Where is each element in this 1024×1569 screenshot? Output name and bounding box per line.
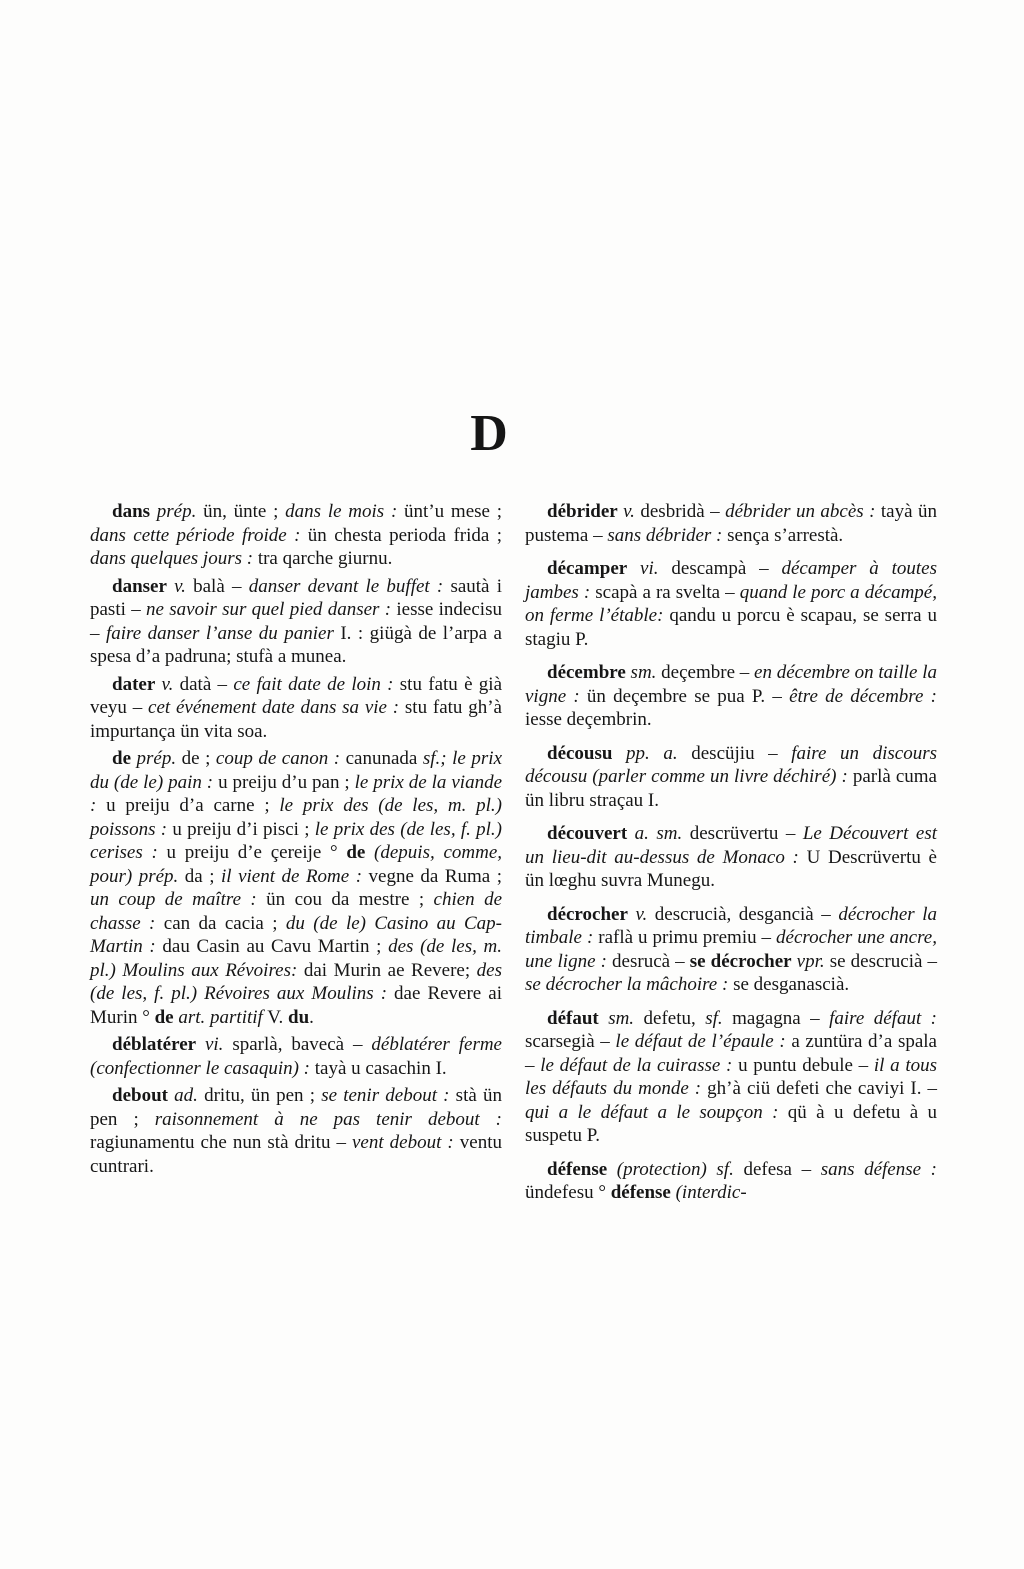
text-segment: dans quelques jours : bbox=[90, 548, 254, 569]
text-segment: décamper à toutes jambes : bbox=[525, 558, 938, 603]
headword: danser bbox=[112, 575, 167, 597]
text-segment: art. partitif bbox=[173, 1006, 263, 1028]
text-segment: qandu u porcu è scapau, se serra u stagiu P. bbox=[525, 605, 937, 650]
text-segment: v. bbox=[155, 673, 174, 695]
text-segment: dritu, ün pen ; bbox=[197, 1085, 322, 1106]
text-segment: descrüvertu – bbox=[682, 823, 803, 844]
text-segment: dae Revere ai Murin ° bbox=[90, 983, 502, 1028]
entry-debout bbox=[90, 1084, 502, 1178]
text-segment: un coup de maître : bbox=[90, 889, 257, 910]
entry-de bbox=[90, 747, 502, 1029]
text-segment: I. : giügà de l’arpa a spesa d’a padruna; stufà a munea. bbox=[90, 622, 502, 667]
headword: débrider bbox=[547, 501, 618, 522]
text-segment: de ; bbox=[176, 748, 216, 769]
text-segment: a. sm. bbox=[627, 823, 683, 844]
text-segment: can da cacia ; bbox=[155, 912, 286, 934]
text-segment: magagna – bbox=[722, 1007, 830, 1029]
text-segment: du (de le) Casino au Cap-Martin : bbox=[90, 912, 502, 957]
text-segment: se décrocher bbox=[689, 950, 792, 972]
text-segment: décrocher une ancre, une ligne : bbox=[525, 927, 937, 972]
text-segment: ventu cuntrari. bbox=[90, 1132, 502, 1177]
text-segment: ragiunamentu che nun stà dritu – bbox=[90, 1132, 352, 1153]
text-segment: U Descrüvertu è ün lœghu suvra Munegu. bbox=[525, 846, 937, 891]
text-columns bbox=[90, 500, 937, 1215]
headword: dater bbox=[112, 673, 156, 695]
text-segment: v. bbox=[617, 501, 635, 522]
text-segment: descrucià, desgancià – bbox=[647, 903, 839, 925]
text-segment: faire danser l’anse du panier bbox=[105, 622, 334, 644]
text-segment: u preiju d’e çereije ° bbox=[157, 842, 347, 863]
text-segment: le prix des (de les, f. pl.) cerises : bbox=[90, 818, 502, 863]
entry-defaut bbox=[525, 1007, 937, 1148]
text-segment: canunada bbox=[340, 748, 423, 769]
right-column bbox=[525, 500, 937, 1215]
text-segment: le prix des (de les, m. pl.) poissons : bbox=[90, 795, 502, 840]
text-segment: il a tous les défauts du monde : bbox=[525, 1054, 937, 1099]
section-letter-heading: D bbox=[470, 405, 509, 462]
text-segment: des (de les, m. pl.) Moulins aux Révoires: bbox=[90, 936, 502, 981]
headword: debout bbox=[112, 1085, 168, 1106]
headword: défaut bbox=[547, 1007, 599, 1029]
text-segment: décrocher la timbale : bbox=[525, 903, 937, 948]
text-segment: sparlà, bavecà – bbox=[223, 1034, 372, 1055]
text-segment: déblatérer ferme (confectionner le casaquin) : bbox=[90, 1034, 502, 1079]
text-segment: defetu, bbox=[634, 1007, 706, 1029]
text-segment: a zuntüra d’a spala – bbox=[525, 1031, 937, 1076]
text-segment: prép. bbox=[131, 748, 177, 769]
text-segment: stu fatu è già veyu – bbox=[90, 673, 502, 718]
text-segment: défense bbox=[610, 1182, 671, 1203]
text-segment: se descrucià – bbox=[824, 950, 937, 972]
text-segment: (depuis, comme, pour) prép. bbox=[90, 842, 502, 887]
entry-decousu bbox=[525, 742, 937, 813]
text-segment: des (de les, f. pl.) Révoires aux Moulins : bbox=[90, 959, 502, 1004]
text-segment: sm. bbox=[625, 662, 657, 683]
text-segment: le défaut de la cuirasse : bbox=[540, 1054, 733, 1076]
text-segment: ündefesu ° bbox=[525, 1182, 611, 1203]
text-segment: descampà – bbox=[658, 558, 782, 579]
text-segment: raisonnement à ne pas tenir debout : bbox=[154, 1108, 503, 1130]
text-segment: sm. bbox=[598, 1007, 635, 1029]
text-segment: ün cou da mestre ; bbox=[256, 889, 434, 910]
text-segment: deçembre – bbox=[656, 662, 755, 683]
text-segment: sans défense : bbox=[820, 1158, 937, 1180]
text-segment: vent debout : bbox=[352, 1132, 454, 1153]
entry-decembre bbox=[525, 661, 937, 732]
text-segment: stà ün pen ; bbox=[90, 1085, 502, 1130]
text-segment: u preiju d’u pan ; bbox=[213, 771, 355, 793]
text-segment: scarsegià – bbox=[525, 1031, 616, 1052]
text-segment: danser devant le buffet : bbox=[248, 575, 444, 597]
text-segment: sença s’arrestà. bbox=[722, 524, 844, 546]
text-segment: iesse deçembrin. bbox=[525, 709, 652, 730]
text-segment: da ; bbox=[178, 865, 222, 887]
text-segment: ün chesta perioda frida ; bbox=[300, 524, 503, 546]
headword: décamper bbox=[547, 558, 628, 579]
headword: décousu bbox=[547, 742, 613, 764]
left-column bbox=[90, 500, 502, 1182]
headword: déblatérer bbox=[112, 1034, 197, 1055]
text-segment: chien de chasse : bbox=[90, 889, 503, 934]
text-segment: le prix de la viande : bbox=[90, 771, 502, 816]
text-segment: ün, ünte ; bbox=[196, 501, 286, 522]
text-segment: se desganascià. bbox=[728, 974, 850, 995]
text-segment: descüjiu – bbox=[677, 742, 792, 764]
text-segment: le prix du (de le) pain : bbox=[90, 748, 502, 793]
headword: de bbox=[112, 748, 131, 769]
text-segment: V. bbox=[262, 1006, 289, 1028]
text-segment: quand le porc a décampé, on ferme l’étable: bbox=[525, 581, 937, 626]
text-segment: v. bbox=[166, 575, 186, 597]
headword: découvert bbox=[547, 823, 628, 844]
text-segment: stu fatu gh’à impurtança ün vita soa. bbox=[90, 697, 502, 742]
text-segment: sf. bbox=[705, 1007, 723, 1029]
text-segment: dans cette période froide : bbox=[90, 524, 301, 546]
text-segment: iesse indecisu – bbox=[90, 599, 502, 644]
text-segment: ce fait date de loin : bbox=[233, 673, 394, 695]
text-segment: ün deçembre se pua P. – bbox=[579, 685, 790, 707]
text-segment: vi. bbox=[196, 1034, 224, 1055]
text-segment: dans le mois : bbox=[285, 501, 398, 522]
entry-defense bbox=[525, 1158, 937, 1205]
text-segment: se décrocher la mâchoire : bbox=[525, 974, 729, 995]
text-segment: vi. bbox=[627, 558, 659, 579]
text-segment: u preiju d’a carne ; bbox=[96, 795, 280, 816]
text-segment: parlà cuma ün libru straçau I. bbox=[525, 766, 937, 811]
headword: décembre bbox=[547, 662, 626, 683]
headword: décrocher bbox=[547, 903, 628, 925]
text-segment: . bbox=[309, 1006, 314, 1028]
text-segment: vpr. bbox=[791, 950, 825, 972]
text-segment: ne savoir sur quel pied danser : bbox=[146, 599, 392, 620]
text-segment: il vient de Rome : bbox=[221, 865, 363, 887]
text-segment: v. bbox=[627, 903, 648, 925]
entry-decouvert bbox=[525, 822, 937, 893]
entry-danser bbox=[90, 575, 502, 669]
entry-dans bbox=[90, 500, 502, 571]
text-segment: qü à u defetu à u suspetu P. bbox=[525, 1101, 937, 1146]
text-segment: faire un discours décousu (parler comme un livre déchiré) : bbox=[525, 742, 938, 787]
text-segment: prép. bbox=[150, 501, 197, 522]
text-segment: desrucà – bbox=[606, 950, 690, 972]
text-segment: qui a le défaut a le soupçon : bbox=[525, 1101, 779, 1123]
text-segment: sans débrider : bbox=[607, 524, 723, 546]
entry-dater bbox=[90, 673, 502, 744]
text-segment: sf.; bbox=[422, 748, 447, 769]
text-segment: pp. a. bbox=[612, 742, 678, 764]
text-segment: scapà a ra svelta – bbox=[590, 581, 740, 603]
text-segment: (interdic- bbox=[670, 1182, 747, 1203]
text-segment: tayà ün pustema – bbox=[525, 501, 937, 546]
text-segment: datà – bbox=[173, 673, 234, 695]
text-segment: u puntu debule – bbox=[732, 1054, 874, 1076]
text-segment: être de décembre : bbox=[789, 685, 937, 707]
text-segment: dau Casin au Cavu Martin ; bbox=[155, 936, 389, 957]
text-segment: defesa – bbox=[733, 1158, 821, 1180]
text-segment: le défaut de l’épaule : bbox=[615, 1031, 786, 1052]
text-segment: tayà u casachin I. bbox=[310, 1057, 447, 1079]
text-segment: du bbox=[288, 1006, 310, 1028]
text-segment: dai Murin ae Revere; bbox=[297, 959, 477, 981]
text-segment: faire défaut : bbox=[829, 1007, 938, 1029]
headword: dans bbox=[112, 501, 151, 522]
text-segment: sautà i pasti – bbox=[90, 575, 502, 620]
text-segment: desbridà – bbox=[634, 501, 726, 522]
entry-debrider bbox=[525, 500, 937, 547]
text-segment: balà – bbox=[185, 575, 249, 597]
text-segment: ünt’u mese ; bbox=[397, 501, 503, 522]
text-segment: tra qarche giurnu. bbox=[253, 548, 393, 569]
text-segment: cet événement date dans sa vie : bbox=[148, 697, 400, 718]
text-segment: ad. bbox=[167, 1085, 198, 1106]
headword: défense bbox=[547, 1158, 608, 1180]
text-segment: raflà u primu premiu – bbox=[593, 927, 777, 948]
text-segment: coup de canon : bbox=[215, 748, 341, 769]
text-segment: Le Découvert est un lieu-dit au-dessus de Monaco : bbox=[525, 823, 937, 868]
text-segment: en décembre on taille la vigne : bbox=[525, 662, 937, 707]
text-segment: gh’à ciü defeti che caviyi I. – bbox=[701, 1078, 937, 1099]
entry-decamper bbox=[525, 557, 937, 651]
text-segment: de bbox=[346, 842, 366, 863]
text-segment: se tenir debout : bbox=[321, 1085, 450, 1106]
entry-deblaterer bbox=[90, 1033, 502, 1080]
text-segment: de bbox=[154, 1006, 174, 1028]
text-segment: débrider un abcès : bbox=[725, 501, 876, 522]
text-segment: vegne da Ruma ; bbox=[362, 865, 502, 887]
entry-decrocher bbox=[525, 903, 937, 997]
text-segment: u preiju d’i pisci ; bbox=[167, 818, 315, 840]
text-segment: (protection) sf. bbox=[607, 1158, 734, 1180]
